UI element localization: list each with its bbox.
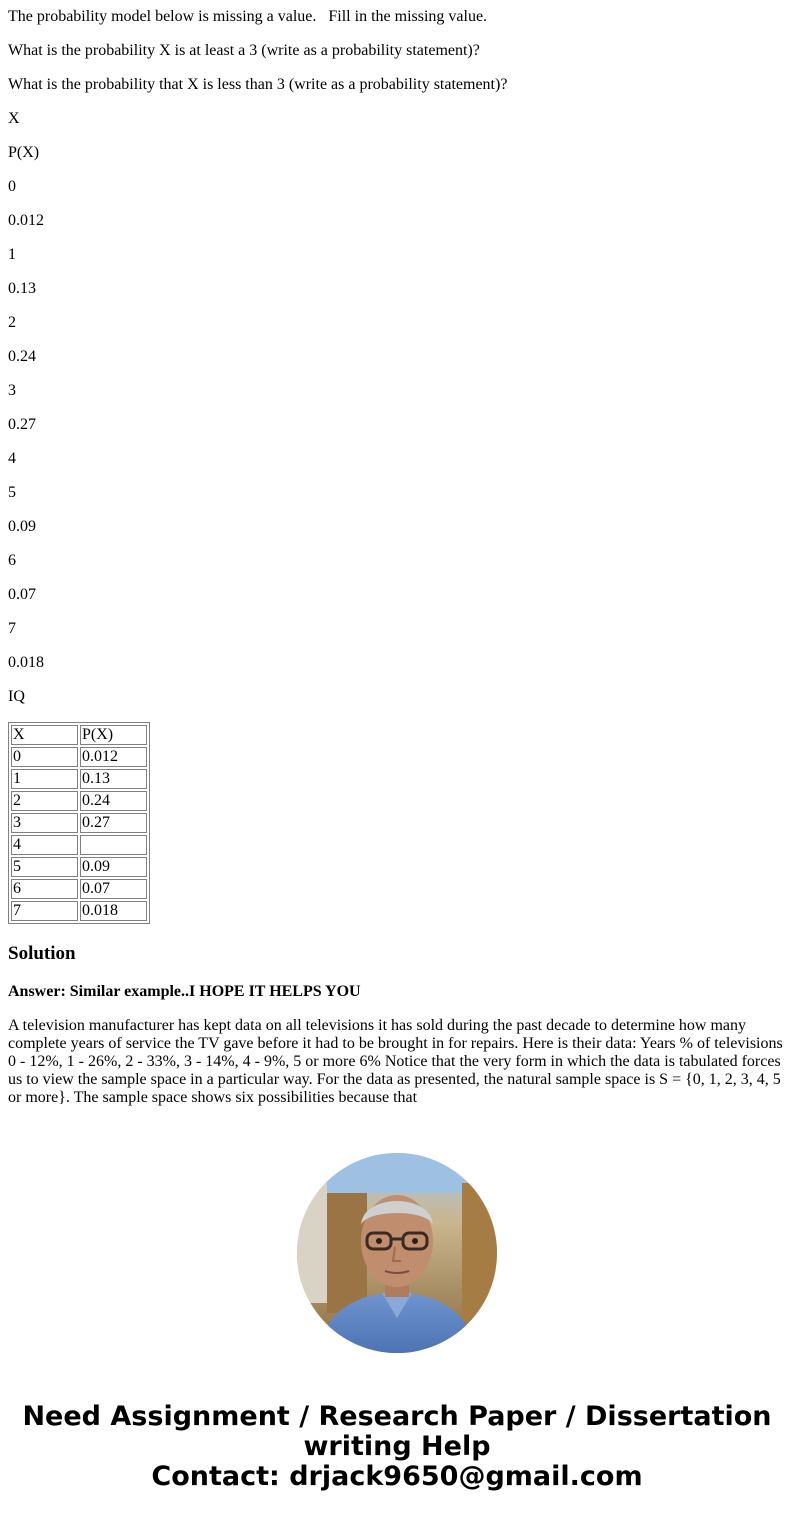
cell-px: 0.24 <box>80 791 147 811</box>
flat-list-item: 2 <box>8 314 16 331</box>
author-portrait-image <box>297 1153 497 1353</box>
question-line-2: What is the probability X is at least a 3 (write as a probability statement)? <box>8 42 480 59</box>
table-row <box>11 835 147 855</box>
cell-px: 0.13 <box>80 769 147 789</box>
cell-x: 6 <box>11 879 78 899</box>
column-header-px: P(X) <box>80 725 147 745</box>
table-header-row <box>11 725 147 745</box>
cell-x: 3 <box>11 813 78 833</box>
flat-list-item: 3 <box>8 382 16 399</box>
flat-list-item: 0.012 <box>8 212 44 229</box>
table-row <box>11 901 147 921</box>
promo-banner <box>0 1402 794 1492</box>
cell-x: 2 <box>11 791 78 811</box>
flat-list-item: 0.09 <box>8 518 36 535</box>
solution-body: A television manufacturer has kept data on all televisions it has sold during the past decade to determine how many complete years of service the TV gave before it had to be brought in for repairs. Here is their data: Years % of televisions 0 - 12%, 1 - 26%, 2 - 33%, 3 - 14%, 4 - 9%, 5 or more 6% Notice that the very form in which the data is tabulated forces us to view the sample space in a particular way. For the data as presented, the natural sample space is S = {0, 1, 2, 3, 4, 5 or more}. The sample space shows six possibilities because that <box>8 1017 783 1106</box>
table-row <box>11 791 147 811</box>
table-row <box>11 879 147 899</box>
cell-px: 0.09 <box>80 857 147 877</box>
banner-contact: Contact: drjack9650@gmail.com <box>151 1461 643 1492</box>
flat-list-item: 1 <box>8 246 16 263</box>
cell-x: 7 <box>11 901 78 921</box>
banner-line-2: writing Help <box>303 1431 491 1462</box>
flat-list-item: IQ <box>8 688 25 705</box>
flat-list-item: 0.24 <box>8 348 36 365</box>
answer-label: Answer: Similar example..I HOPE IT HELPS YOU <box>8 983 361 1000</box>
cell-x: 1 <box>11 769 78 789</box>
cell-px: 0.07 <box>80 879 147 899</box>
solution-heading: Solution <box>8 943 76 964</box>
banner-line-1: Need Assignment / Research Paper / Dissertation <box>22 1401 772 1432</box>
cell-px: 0.018 <box>80 901 147 921</box>
cell-x: 0 <box>11 747 78 767</box>
table-row <box>11 769 147 789</box>
cell-x: 5 <box>11 857 78 877</box>
author-avatar <box>297 1153 497 1353</box>
column-header-x: X <box>11 725 78 745</box>
question-line-1: The probability model below is missing a value. Fill in the missing value. <box>8 8 488 25</box>
probability-table <box>8 722 150 924</box>
flat-list-item: 0.07 <box>8 586 36 603</box>
cell-px: 0.27 <box>80 813 147 833</box>
question-line-3: What is the probability that X is less than 3 (write as a probability statement)? <box>8 76 508 93</box>
flat-list-item: 5 <box>8 484 16 501</box>
flat-list-item: 4 <box>8 450 16 467</box>
flat-list-item: 6 <box>8 552 16 569</box>
cell-px-missing <box>80 835 147 855</box>
table-row <box>11 813 147 833</box>
flat-list-item: 0.13 <box>8 280 36 297</box>
flat-list-item: 0.27 <box>8 416 36 433</box>
cell-x: 4 <box>11 835 78 855</box>
cell-px: 0.012 <box>80 747 147 767</box>
table-row <box>11 747 147 767</box>
flat-list-item: P(X) <box>8 144 40 161</box>
flat-list-item: 7 <box>8 620 16 637</box>
flat-list-item: 0 <box>8 178 16 195</box>
flat-list-item: X <box>8 110 20 127</box>
flat-list-item: 0.018 <box>8 654 44 671</box>
table-row <box>11 857 147 877</box>
